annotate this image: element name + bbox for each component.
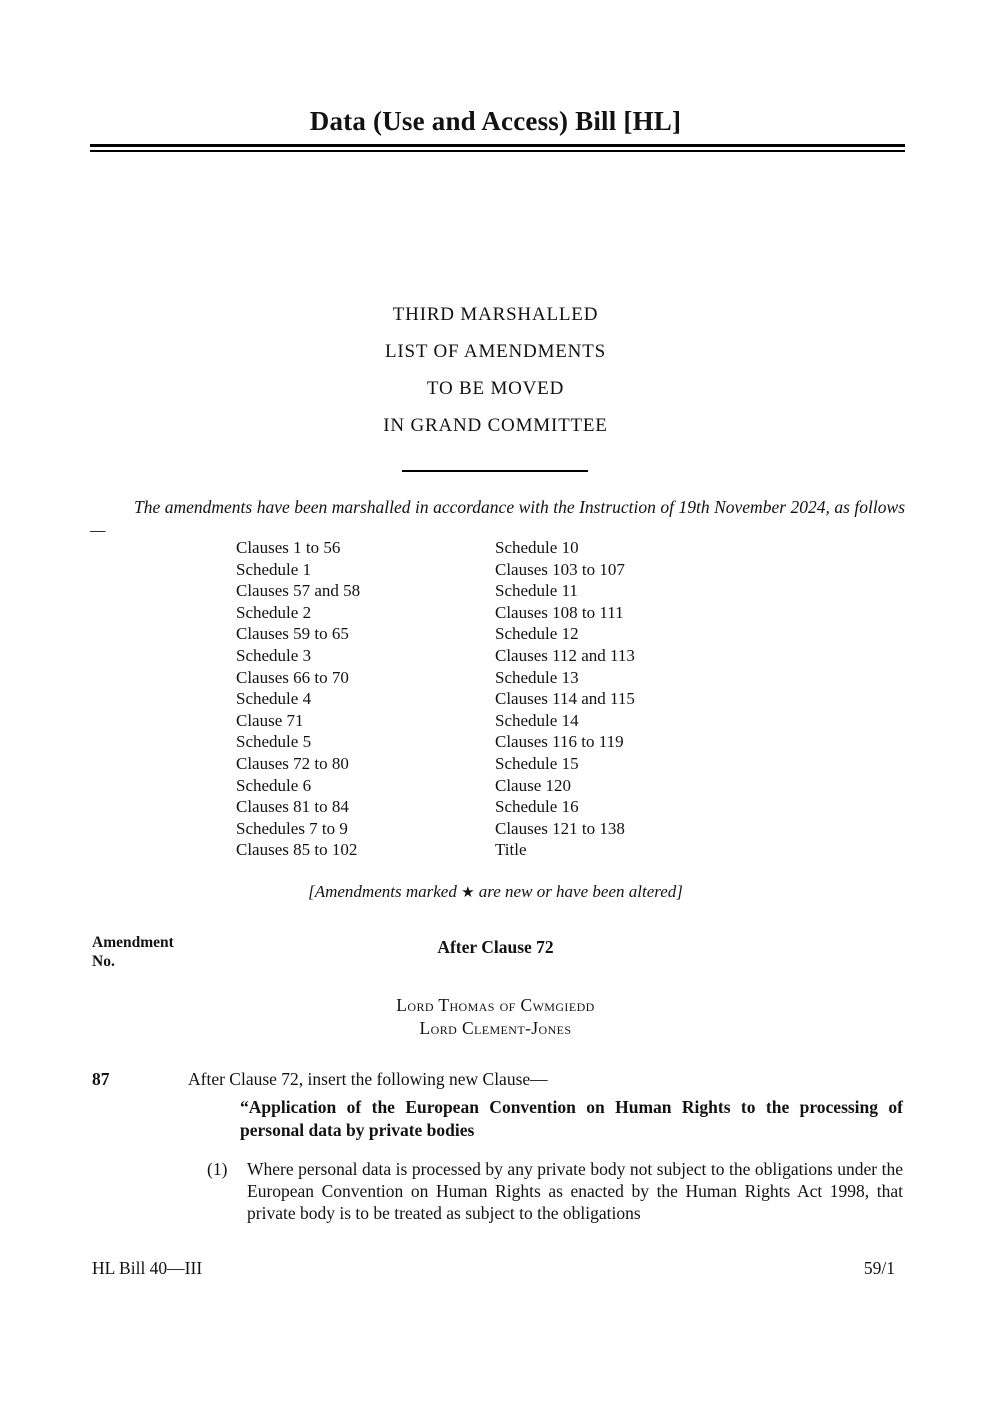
order-item: Clause 120 <box>495 775 572 795</box>
order-item: Schedule 1 <box>236 559 312 579</box>
order-item: Clauses 114 and 115 <box>495 689 635 709</box>
order-item: Clauses 72 to 80 <box>236 753 349 773</box>
sponsor-name: Lord Thomas of Cwmgiedd <box>396 995 595 1015</box>
title-double-rule <box>90 144 905 152</box>
sponsor-name: Lord Clement-Jones <box>419 1018 572 1038</box>
order-item: Schedule 14 <box>495 710 579 730</box>
order-item: Schedule 15 <box>495 753 579 773</box>
order-item: Schedule 13 <box>495 667 579 687</box>
amendment-number: 87 <box>92 1069 110 1089</box>
star-note-suffix: are new or have been altered] <box>474 882 683 901</box>
heading-line-3: TO BE MOVED <box>426 378 565 399</box>
footer-bill-reference: HL Bill 40—III <box>92 1258 203 1278</box>
order-item: Clauses 112 and 113 <box>495 645 635 665</box>
order-item: Schedules 7 to 9 <box>236 818 348 838</box>
new-clause-title: “Application of the European Convention on Human Rights to the processing of personal data by private bodies <box>240 1097 903 1140</box>
star-icon: ★ <box>461 885 475 901</box>
order-item: Clauses 59 to 65 <box>236 624 349 644</box>
order-item: Clauses 81 to 84 <box>236 797 349 817</box>
sponsor-names <box>0 994 991 1040</box>
order-item: Schedule 16 <box>495 797 579 817</box>
order-item: Clauses 66 to 70 <box>236 667 349 687</box>
order-item: Schedule 4 <box>236 689 312 709</box>
subsection-number: (1) <box>207 1159 228 1179</box>
order-item: Clauses 121 to 138 <box>495 818 625 838</box>
footer-page-reference: 59/1 <box>863 1258 895 1278</box>
amendment-no-label-line1: Amendment <box>92 934 174 951</box>
order-item: Clauses 85 to 102 <box>236 840 358 860</box>
marshalled-list-heading <box>0 296 991 444</box>
order-item: Clauses 116 to 119 <box>495 732 624 752</box>
order-item: Schedule 12 <box>495 624 579 644</box>
page-title: Data (Use and Access) Bill [HL] <box>309 106 682 136</box>
star-legend-note <box>0 882 991 902</box>
star-note-prefix: [Amendments marked <box>308 882 462 901</box>
order-item: Clauses 108 to 111 <box>495 602 624 622</box>
section-divider-rule <box>402 470 588 472</box>
heading-line-4: IN GRAND COMMITTEE <box>383 415 608 436</box>
marshalling-order-right-column <box>495 537 795 861</box>
after-clause-heading: After Clause 72 <box>437 937 554 957</box>
marshalling-order-list <box>236 537 795 861</box>
order-item: Clauses 57 and 58 <box>236 581 361 601</box>
order-item: Schedule 10 <box>495 538 579 557</box>
order-item: Title <box>495 840 527 860</box>
page-footer <box>92 1258 895 1279</box>
title-rule-thick <box>90 144 905 147</box>
order-item: Schedule 3 <box>236 645 312 665</box>
heading-line-1: THIRD MARSHALLED <box>392 304 599 325</box>
marshalling-instruction-note: The amendments have been marshalled in accordance with the Instruction of 19th November 2024, as follows— <box>90 497 905 540</box>
order-item: Schedule 6 <box>236 775 312 795</box>
clause-subsection-1 <box>207 1158 903 1224</box>
amendment-instruction: After Clause 72, insert the following new Clause— <box>188 1069 548 1089</box>
order-item: Schedule 2 <box>236 602 312 622</box>
subsection-text: Where personal data is processed by any private body not subject to the obligations under the European Convention on Human Rights as enacted by the Human Rights Act 1998, that private body is to be treated as subject to the obligations <box>247 1159 903 1223</box>
order-item: Clause 71 <box>236 710 304 730</box>
order-item: Clauses 103 to 107 <box>495 559 625 579</box>
order-item: Clauses 1 to 56 <box>236 538 341 557</box>
title-rule-thin <box>90 150 905 152</box>
heading-line-2: LIST OF AMENDMENTS <box>385 341 606 362</box>
order-item: Schedule 11 <box>495 581 578 601</box>
amendment-no-label-line2: No. <box>92 952 115 970</box>
order-item: Schedule 5 <box>236 732 312 752</box>
marshalling-order-left-column <box>236 537 495 861</box>
